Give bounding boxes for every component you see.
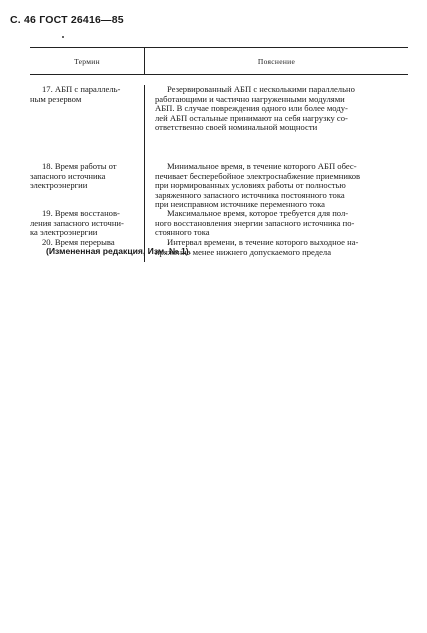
- term-cell: [30, 162, 144, 209]
- term-line: запасного источника: [30, 170, 106, 181]
- explanation-line: при неисправном источнике переменного тока: [155, 199, 325, 210]
- scan-speck: [62, 36, 64, 38]
- term-line: 17. АБП с параллель-: [42, 84, 121, 94]
- table-body: [30, 75, 408, 262]
- table-header-row: [30, 48, 408, 74]
- explanation-line: ответственно своей номинальной мощности: [155, 122, 318, 133]
- explanation-line: пряжение менее нижнего допускаемого предела: [155, 246, 332, 257]
- explanation-line: Максимальное время, которое требуется для пол-: [167, 208, 349, 218]
- explanation-line: заряженного запасного источника постоянного тока: [155, 189, 345, 200]
- explanation-line: работающими и частично нагруженными модулями: [155, 93, 345, 104]
- explanation-line: Интервал времени, в течение которого выходное на-: [167, 237, 359, 247]
- explanation-line: стоянного тока: [155, 227, 210, 238]
- explanation-cell: [145, 209, 408, 238]
- term-cell: [30, 85, 144, 162]
- term-line: 18. Время работы от: [42, 161, 117, 171]
- explanation-cell: [145, 162, 408, 209]
- term-line: ка электроэнергии: [30, 227, 98, 238]
- term-line: ным резервом: [30, 93, 82, 104]
- terms-column: [30, 85, 145, 262]
- term-line: 20. Время перерыва: [42, 237, 115, 247]
- explanation-line: при нормированных условиях работы от полностью: [155, 180, 346, 191]
- explanation-line: печивает бесперебойное электроснабжение приемников: [155, 170, 361, 181]
- term-line: ления запасного источни-: [30, 217, 124, 228]
- column-header-explanation: Пояснение: [257, 56, 296, 66]
- terms-table: [30, 47, 408, 262]
- explanation-column: [145, 85, 408, 262]
- amendment-note: (Измененная редакция, Изм. № 1).: [46, 246, 192, 256]
- term-cell: [30, 209, 144, 238]
- explanation-line: АБП. В случае повреждения одного или более моду-: [155, 103, 348, 114]
- explanation-line: Резервированный АБП с несколькими параллельно: [167, 84, 355, 94]
- page-header: С. 46 ГОСТ 26416—85: [10, 14, 124, 26]
- term-line: 19. Время восстанов-: [42, 208, 120, 218]
- explanation-line: лей АБП остальные принимают на себя нагрузку со-: [155, 112, 348, 123]
- explanation-line: Минимальное время, в течение которого АБП обес-: [167, 161, 357, 171]
- term-line: электроэнергии: [30, 180, 88, 191]
- column-header-terms: Термин: [30, 48, 145, 74]
- explanation-line: ного восстановления энергии запасного источника по-: [155, 217, 355, 228]
- explanation-cell: [145, 85, 408, 162]
